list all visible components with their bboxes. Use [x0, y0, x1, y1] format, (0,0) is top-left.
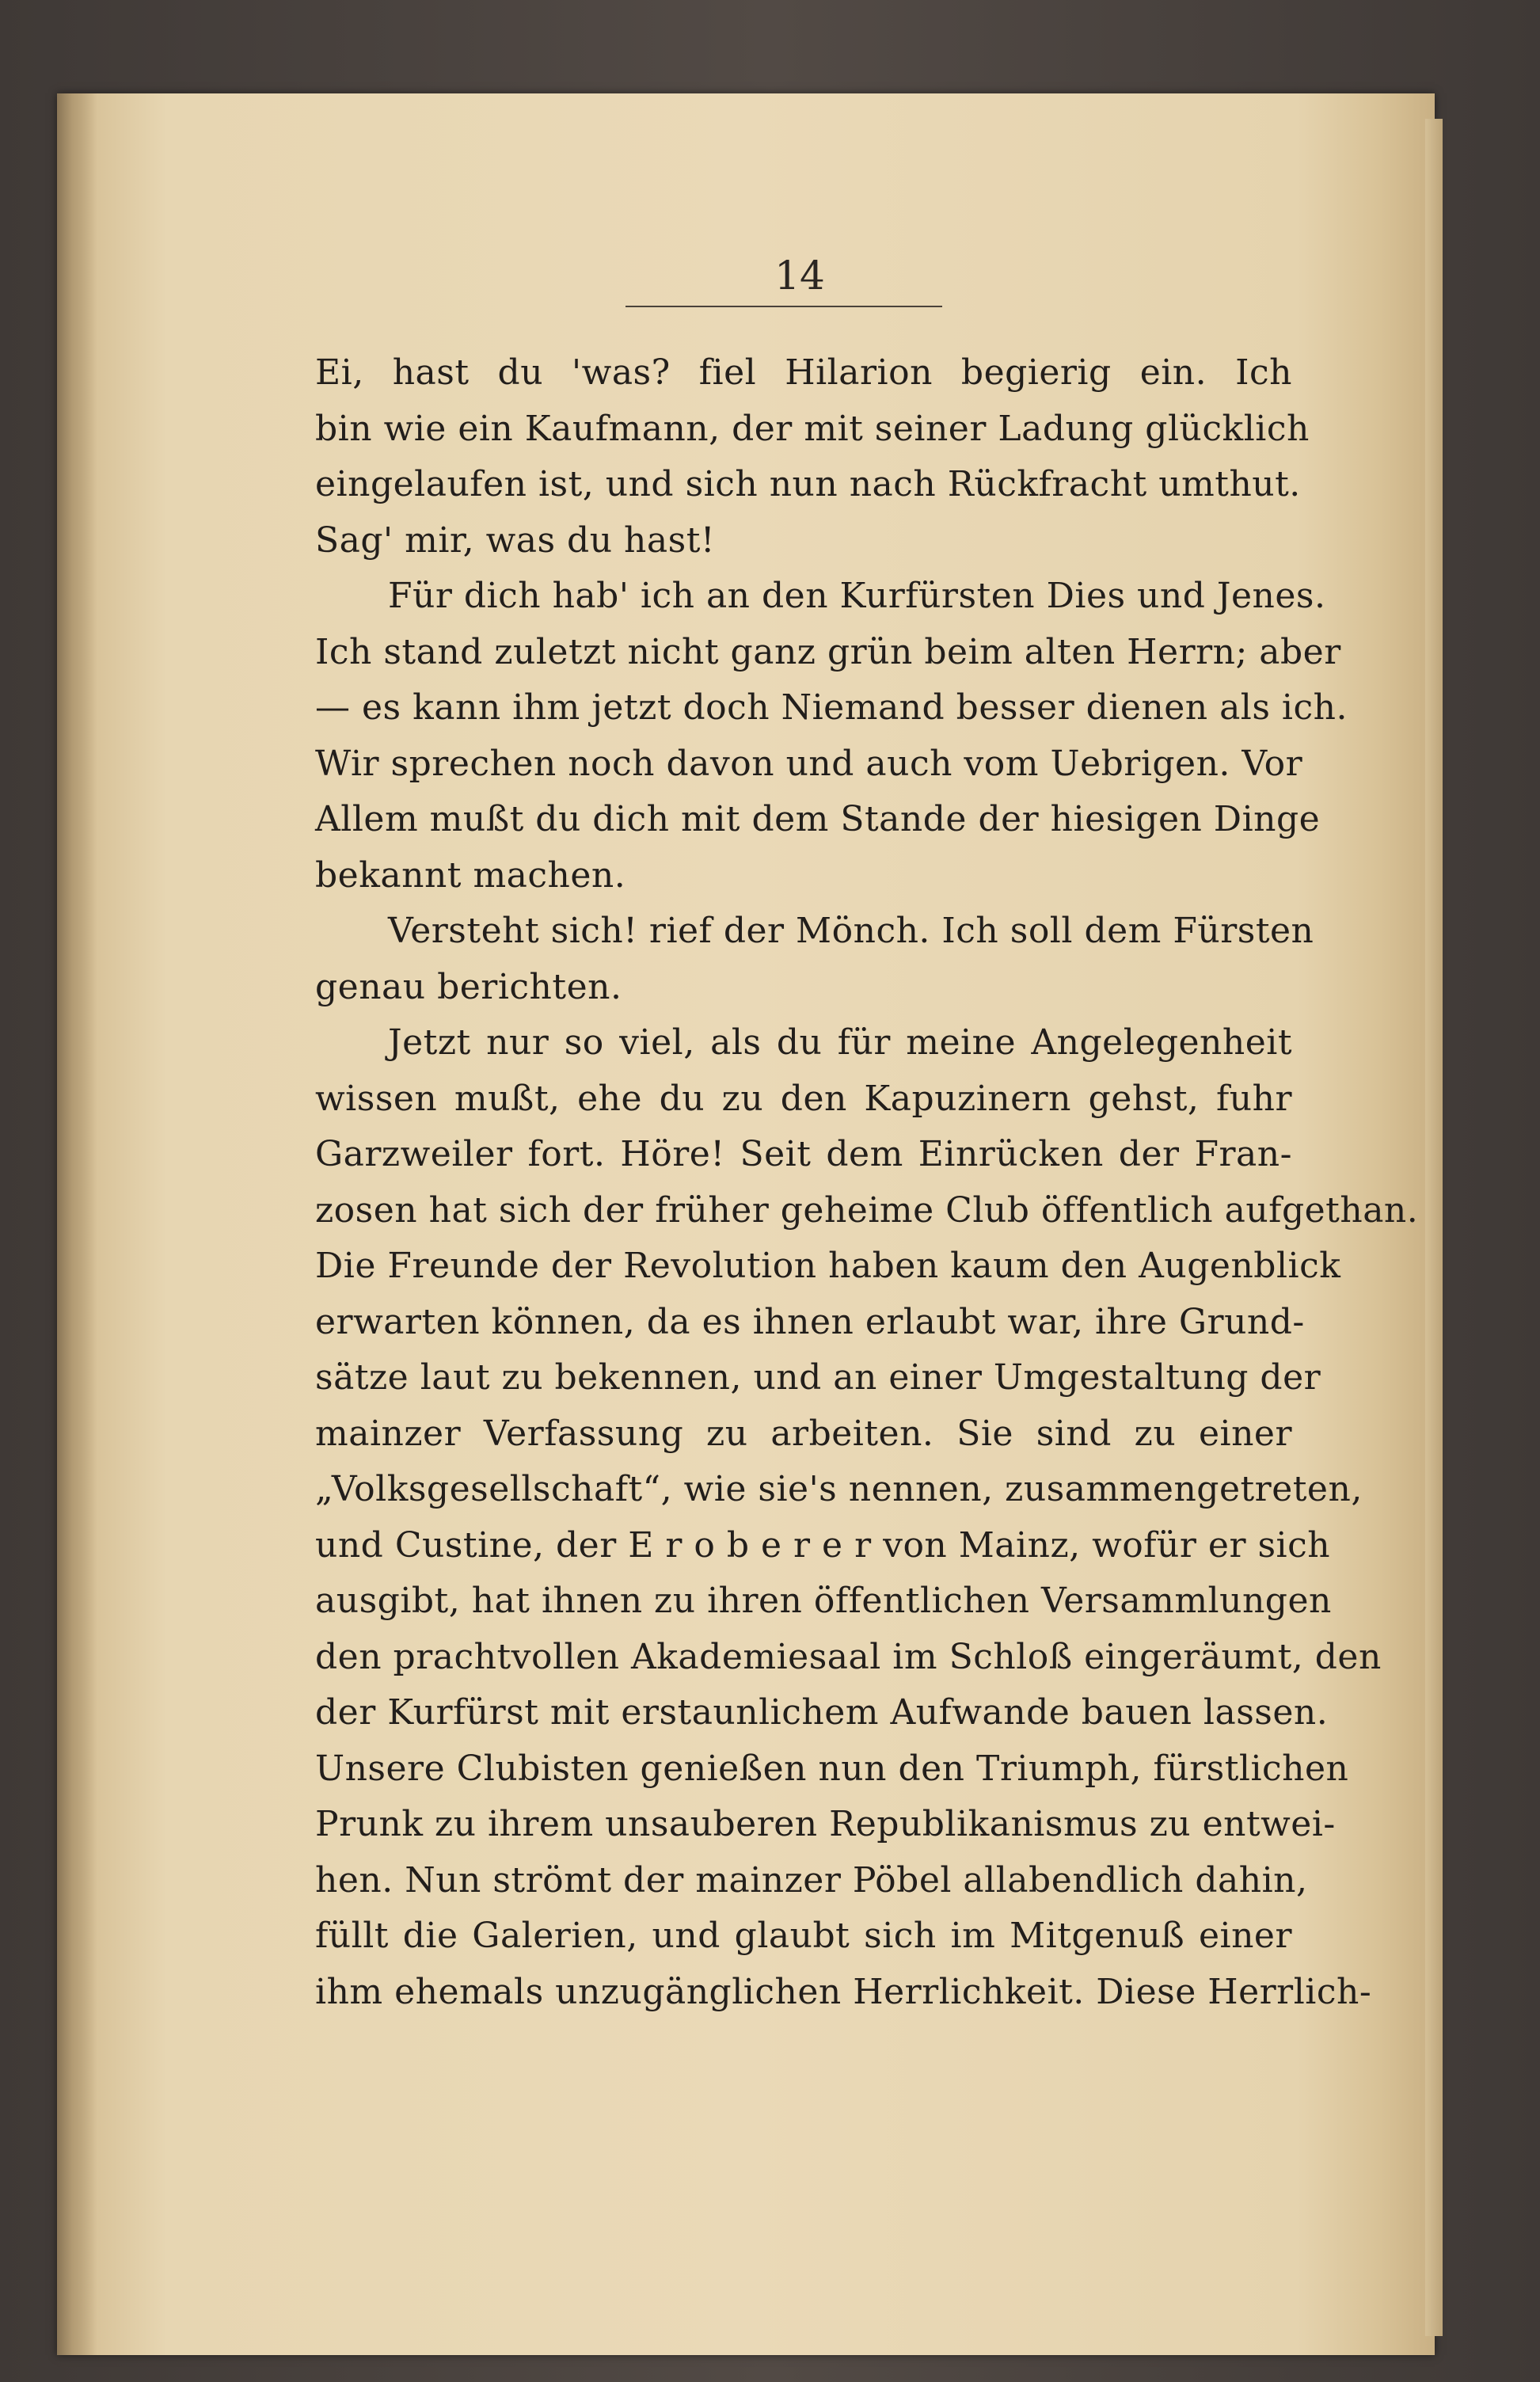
- page-number: 14: [774, 253, 825, 299]
- text-line: Sag' mir, was du hast!: [315, 519, 716, 561]
- text-line: ausgibt, hat ihnen zu ihren öffentlichen Versammlungen: [315, 1581, 1332, 1621]
- page-gutter-shadow: [57, 93, 97, 2355]
- text-line: Unsere Clubisten genießen nun den Triumph, fürstlichen: [315, 1748, 1349, 1789]
- header-rule: [626, 306, 942, 307]
- paragraph-2: [315, 569, 1348, 904]
- text-line: ihm ehemals unzugänglichen Herrlichkeit. Diese Herrlich-: [315, 1971, 1372, 2012]
- text-line: erwarten können, da es ihnen erlaubt war, ihre Grund-: [315, 1301, 1305, 1342]
- paragraph-4: [315, 1015, 1419, 2020]
- text-line: wissen mußt, ehe du zu den Kapuzinern gehst, fuhr: [315, 1078, 1292, 1119]
- text-line: den prachtvollen Akademiesaal im Schloß eingeräumt, den: [315, 1636, 1382, 1677]
- text-line: und Custine, der E r o b e r e r von Mainz, wofür er sich: [315, 1524, 1331, 1566]
- text-line: Für dich hab' ich an den Kurfürsten Dies und Jenes.: [388, 576, 1326, 616]
- text-line: Allem mußt du dich mit dem Stande der hiesigen Dinge: [315, 799, 1321, 839]
- text-line: Jetzt nur so viel, als du für meine Angelegenheit: [388, 1022, 1292, 1063]
- text-line: der Kurfürst mit erstaunlichem Aufwande bauen lassen.: [315, 1692, 1329, 1733]
- paragraph-1: [315, 345, 1310, 569]
- text-line: bin wie ein Kaufmann, der mit seiner Ladung glücklich: [315, 408, 1310, 449]
- text-line: Wir sprechen noch davon und auch vom Uebrigen. Vor: [315, 743, 1303, 784]
- text-line: Prunk zu ihrem unsauberen Republikanismus zu entwei-: [315, 1804, 1336, 1844]
- body-text: [315, 345, 1419, 2020]
- text-line: „Volksgesellschaft“, wie sie's nennen, zusammengetreten,: [315, 1469, 1363, 1509]
- text-line: Ei, hast du 'was? fiel Hilarion begierig ein. Ich: [315, 352, 1292, 393]
- text-line: hen. Nun strömt der mainzer Pöbel allabendlich dahin,: [315, 1859, 1308, 1901]
- paragraph-3: [315, 904, 1314, 1015]
- text-line: genau berichten.: [315, 966, 622, 1007]
- text-line: Versteht sich! rief der Mönch. Ich soll dem Fürsten: [388, 911, 1314, 951]
- text-line: sätze laut zu bekennen, und an einer Umgestaltung der: [315, 1357, 1321, 1398]
- text-line: füllt die Galerien, und glaubt sich im Mitgenuß einer: [315, 1916, 1292, 1956]
- text-line: zosen hat sich der früher geheime Club öffentlich aufgethan.: [315, 1189, 1419, 1231]
- text-line: eingelaufen ist, und sich nun nach Rückfracht umthut.: [315, 464, 1301, 504]
- text-line: — es kann ihm jetzt doch Niemand besser dienen als ich.: [315, 687, 1348, 728]
- text-line: Garzweiler fort. Höre! Seit dem Einrücken der Fran-: [315, 1134, 1292, 1174]
- text-line: mainzer Verfassung zu arbeiten. Sie sind zu einer: [315, 1413, 1292, 1454]
- text-line: bekannt machen.: [315, 854, 626, 896]
- text-line: Ich stand zuletzt nicht ganz grün beim alten Herrn; aber: [315, 631, 1341, 672]
- text-line: Die Freunde der Revolution haben kaum den Augenblick: [315, 1246, 1341, 1286]
- page-edge: [1425, 119, 1443, 2336]
